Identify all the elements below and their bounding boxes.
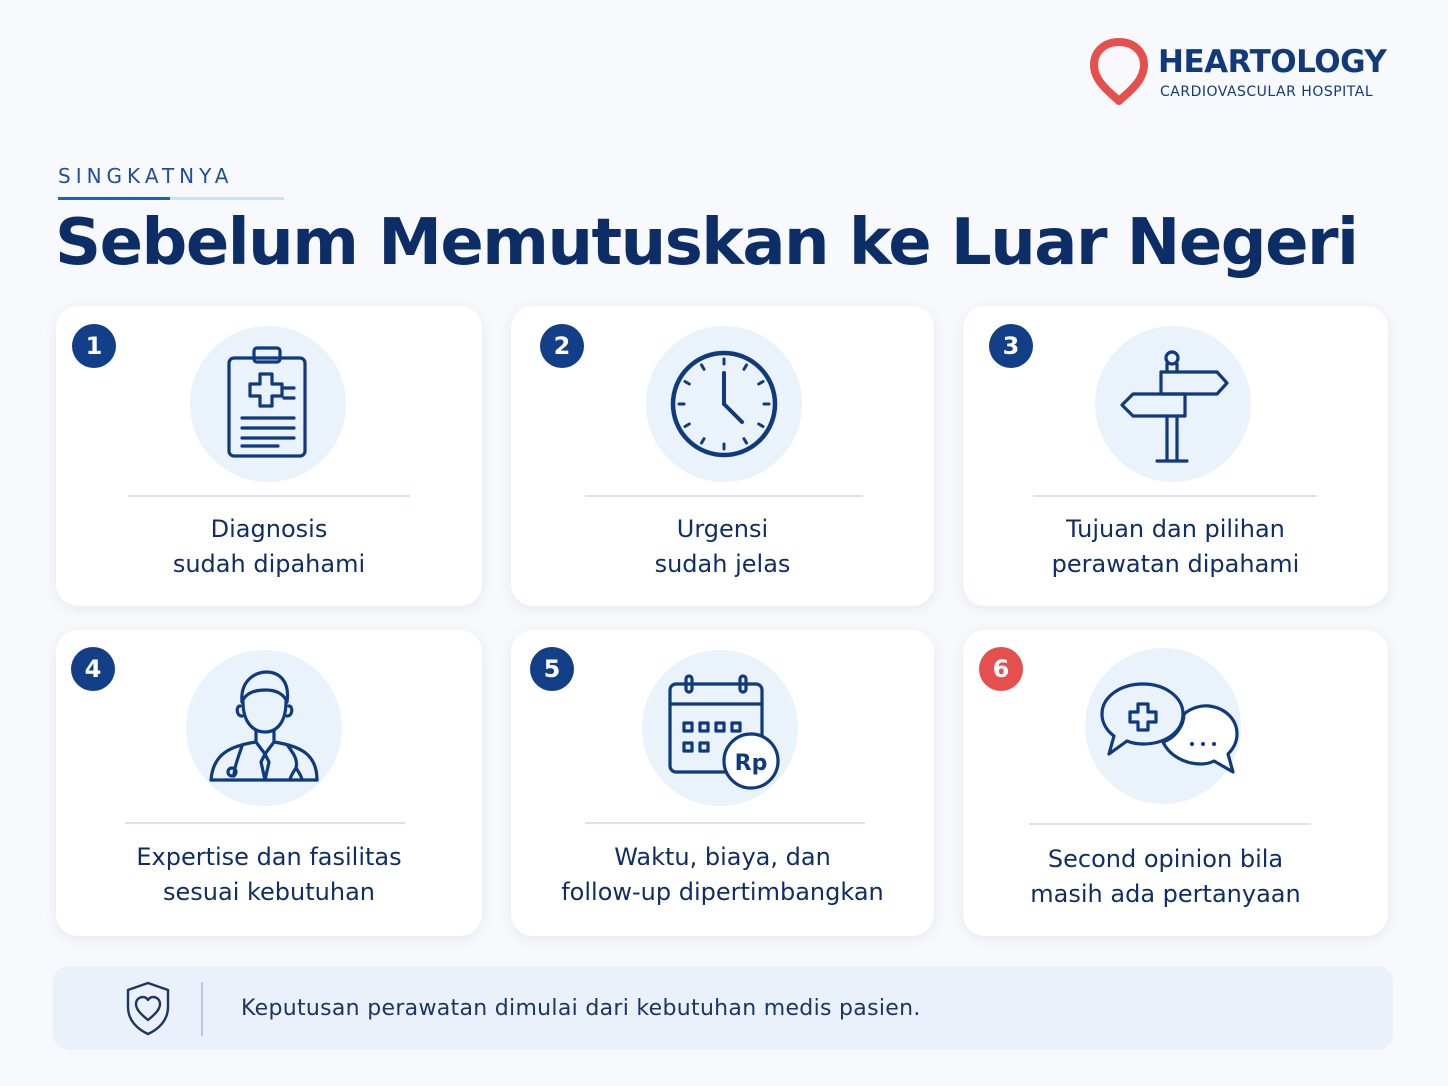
checklist-card-6 [963,630,1388,936]
heart-pin-logo-icon [1088,38,1150,106]
card-caption [511,840,934,910]
icon-circle [1095,326,1251,482]
caption-line-2: masih ada pertanyaan [1030,880,1301,908]
caption-line-2: sudah jelas [654,550,791,578]
card-divider [125,822,405,824]
checklist-card-4 [56,630,482,936]
caption-line-1: Second opinion bila [1047,845,1284,873]
checklist-card-3 [963,306,1388,606]
icon-circle [646,326,802,482]
card-caption [56,512,482,582]
card-caption [511,512,934,582]
card-divider [128,495,410,497]
footer-separator [201,982,203,1036]
doctor-icon [186,650,342,806]
calendar-cost-icon [642,650,798,806]
caption-line-2: perawatan dipahami [1051,550,1300,578]
icon-circle [642,650,798,806]
caption-line-2: sesuai kebutuhan [163,878,375,906]
clock-icon [646,326,802,482]
eyebrow-label: SINGKATNYA [58,164,234,188]
clipboard-medical-icon [190,326,346,482]
card-divider [1033,495,1317,497]
step-number-badge: 6 [979,647,1023,691]
checklist-card-5 [511,630,934,936]
caption-line-1: Urgensi [676,515,769,543]
icon-circle [1085,648,1241,804]
card-divider [1029,823,1311,825]
card-caption [963,512,1388,582]
page-title: Sebelum Memutuskan ke Luar Negeri [55,206,1358,280]
caption-line-1: Waktu, biaya, dan [614,843,831,871]
caption-line-1: Expertise dan fasilitas [136,843,402,871]
card-caption [963,842,1368,912]
chat-medical-icon [1085,648,1241,804]
brand-subtitle: CARDIOVASCULAR HOSPITAL [1160,84,1374,100]
step-number-badge: 2 [540,324,584,368]
icon-circle [190,326,346,482]
icon-circle [186,650,342,806]
step-number-badge: 1 [72,324,116,368]
card-caption [56,840,482,910]
step-number-badge: 5 [530,647,574,691]
eyebrow-underline [58,197,284,200]
step-number-badge: 4 [71,647,115,691]
caption-line-1: Tujuan dan pilihan [1066,515,1285,543]
step-number-badge: 3 [989,324,1033,368]
card-divider [585,822,865,824]
footer-banner [53,966,1393,1050]
checklist-card-1 [56,306,482,606]
footer-message: Keputusan perawatan dimulai dari kebutuhan medis pasien. [241,996,921,1021]
card-divider [585,495,863,497]
brand-name: HEARTOLOGY [1158,44,1387,80]
rupiah-label: Rp [734,751,768,776]
caption-line-2: sudah dipahami [172,550,366,578]
checklist-card-2 [511,306,934,606]
signpost-icon [1095,326,1251,482]
brand-logo [1088,38,1398,108]
shield-heart-icon [123,980,173,1036]
caption-line-2: follow-up dipertimbangkan [561,878,884,906]
caption-line-1: Diagnosis [210,515,328,543]
